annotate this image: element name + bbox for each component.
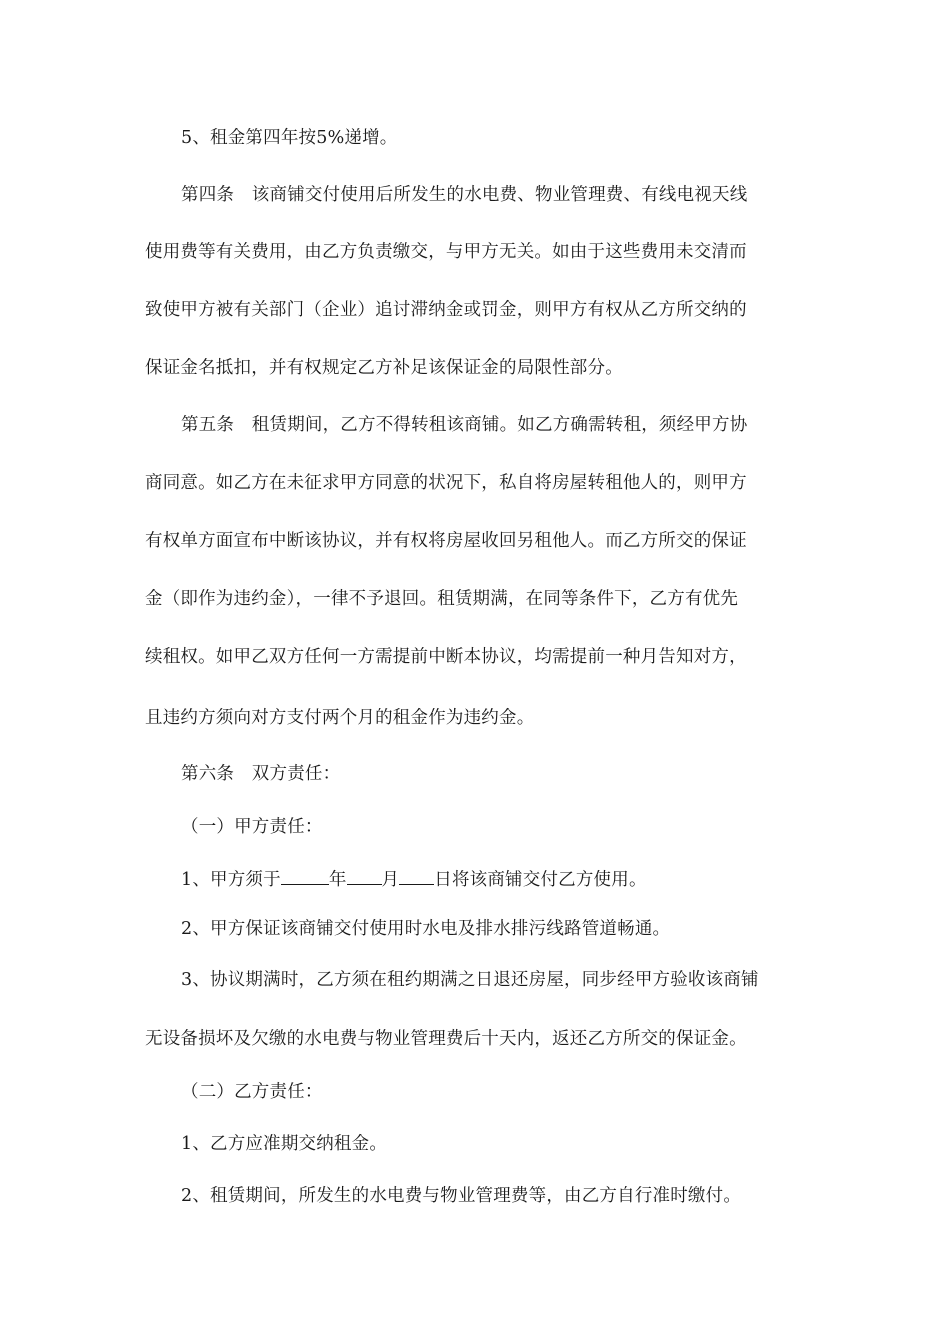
article-4-line-1: 第四条 该商铺交付使用后所发生的水电费、物业管理费、有线电视天线 xyxy=(181,185,748,205)
article-5-line-6: 且违约方须向对方支付两个月的租金作为违约金。 xyxy=(145,708,535,728)
clause-1-suffix: 日将该商铺交付乙方使用。 xyxy=(434,870,647,890)
article-4-line-3: 致使甲方被有关部门（企业）追讨滞纳金或罚金，则甲方有权从乙方所交纳的 xyxy=(145,300,747,320)
article-5-line-4: 金（即作为违约金），一律不予退回。租赁期满，在同等条件下，乙方有优先 xyxy=(145,589,739,609)
party-a-heading: （一）甲方责任： xyxy=(181,817,323,837)
article-5-line-1: 第五条 租赁期间，乙方不得转租该商铺。如乙方确需转租，须经甲方协 xyxy=(181,415,748,435)
party-a-clause-3-line-1: 3、协议期满时，乙方须在租约期满之日退还房屋，同步经甲方验收该商铺 xyxy=(181,970,759,990)
party-b-heading: （二）乙方责任： xyxy=(181,1082,323,1102)
article-5-line-5: 续租权。如甲乙双方任何一方需提前中断本协议，均需提前一种月告知对方， xyxy=(145,647,747,667)
party-a-clause-3-line-2: 无设备损坏及欠缴的水电费与物业管理费后十天内，返还乙方所交的保证金。 xyxy=(145,1029,747,1049)
month-blank[interactable] xyxy=(347,866,382,885)
article-5-line-3: 有权单方面宣布中断该协议，并有权将房屋收回另租他人。而乙方所交的保证 xyxy=(145,531,747,551)
year-blank[interactable] xyxy=(281,866,329,885)
party-b-clause-1: 1、乙方应准期交纳租金。 xyxy=(181,1134,388,1154)
article-4-line-2: 使用费等有关费用，由乙方负责缴交，与甲方无关。如由于这些费用未交清而 xyxy=(145,242,747,262)
month-label: 月 xyxy=(381,870,400,890)
article-4-line-4: 保证金名抵扣，并有权规定乙方补足该保证金的局限性部分。 xyxy=(145,358,623,378)
party-b-clause-2: 2、租赁期间，所发生的水电费与物业管理费等，由乙方自行准时缴付。 xyxy=(181,1186,742,1206)
party-a-clause-1 xyxy=(181,866,846,892)
year-label: 年 xyxy=(328,870,347,890)
article-6-heading: 第六条 双方责任： xyxy=(181,764,341,784)
party-a-clause-2: 2、甲方保证该商铺交付使用时水电及排水排污线路管道畅通。 xyxy=(181,919,671,939)
clause-rent-increase: 5、租金第四年按5%递增。 xyxy=(181,128,398,148)
day-blank[interactable] xyxy=(399,866,434,885)
clause-1-prefix: 1、甲方须于 xyxy=(181,870,281,890)
article-5-line-2: 商同意。如乙方在未征求甲方同意的状况下，私自将房屋转租他人的，则甲方 xyxy=(145,473,747,493)
